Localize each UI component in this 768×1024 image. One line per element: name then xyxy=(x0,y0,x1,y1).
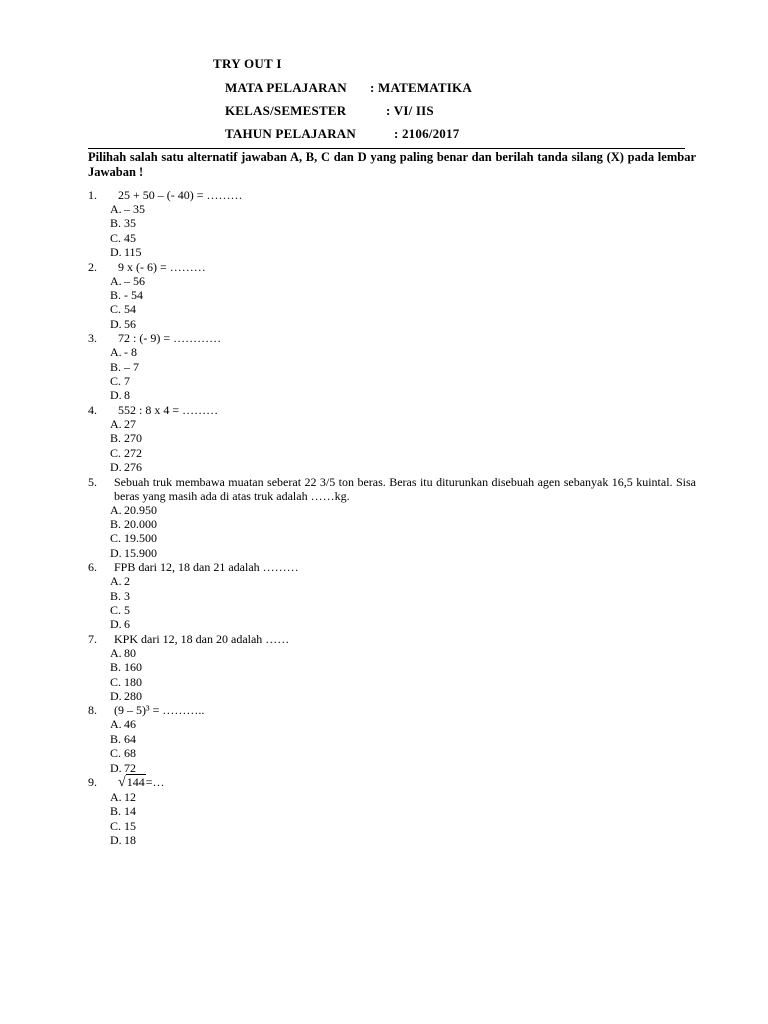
option-value: 56 xyxy=(124,316,136,331)
option-value: - 54 xyxy=(124,288,143,303)
answer-option xyxy=(88,819,696,833)
answer-option xyxy=(88,360,696,374)
answer-option xyxy=(88,431,696,445)
option-value: 45 xyxy=(124,230,136,245)
option-value: 5 xyxy=(124,602,130,617)
option-value: 270 xyxy=(124,431,142,446)
answer-option xyxy=(88,732,696,746)
answer-option xyxy=(88,460,696,474)
question-number: 5. xyxy=(88,474,97,489)
answer-option xyxy=(88,546,696,560)
option-value: 19.500 xyxy=(124,531,157,546)
option-value: - 8 xyxy=(124,345,137,360)
option-letter: B. xyxy=(110,731,122,746)
question-item xyxy=(88,331,696,403)
question-item xyxy=(88,403,696,475)
question-number: 2. xyxy=(88,259,97,274)
question-item xyxy=(88,188,696,260)
question-text: 9 x (- 6) = ……… xyxy=(118,259,206,274)
option-value: 18 xyxy=(124,833,136,848)
answer-option xyxy=(88,231,696,245)
question-text: 552 : 8 x 4 = ……… xyxy=(118,402,219,417)
option-letter: B. xyxy=(110,660,122,675)
option-letter: C. xyxy=(110,531,122,546)
option-value: 15.900 xyxy=(124,545,157,560)
option-letter: C. xyxy=(110,818,122,833)
option-value: 3 xyxy=(124,588,130,603)
option-letter: A. xyxy=(110,202,122,216)
header-label: KELAS/SEMESTER xyxy=(225,103,347,118)
answer-option xyxy=(88,503,696,517)
header-value: : 2106/2017 xyxy=(394,126,460,141)
answer-option xyxy=(88,216,696,230)
option-value: 2 xyxy=(124,574,130,589)
option-letter: D. xyxy=(110,460,122,475)
option-letter: A. xyxy=(110,717,122,732)
answer-option xyxy=(88,646,696,660)
option-value: 12 xyxy=(124,790,136,804)
answer-option xyxy=(88,245,696,259)
option-value: 280 xyxy=(124,688,142,703)
answer-option xyxy=(88,388,696,402)
answer-option xyxy=(88,660,696,674)
question-number: 1. xyxy=(88,188,97,202)
header-divider xyxy=(88,148,685,149)
option-value: 8 xyxy=(124,388,130,403)
question-tail: =… xyxy=(145,775,165,789)
answer-option xyxy=(88,417,696,431)
option-letter: C. xyxy=(110,302,122,317)
answer-option xyxy=(88,675,696,689)
answer-option xyxy=(88,717,696,731)
option-letter: C. xyxy=(110,674,122,689)
question-number: 8. xyxy=(88,703,97,718)
option-letter: D. xyxy=(110,245,122,260)
option-value: 15 xyxy=(124,818,136,833)
answer-option xyxy=(88,790,696,804)
answer-option xyxy=(88,202,696,216)
answer-option xyxy=(88,531,696,545)
answer-option xyxy=(88,317,696,331)
option-value: 14 xyxy=(124,804,136,819)
answer-option xyxy=(88,761,696,775)
option-letter: C. xyxy=(110,230,122,245)
option-value: – 56 xyxy=(124,273,145,288)
option-value: 64 xyxy=(124,731,136,746)
option-letter: C. xyxy=(110,746,122,761)
question-number: 3. xyxy=(88,331,97,346)
answer-option xyxy=(88,574,696,588)
instruction-text: Pilihah salah satu alternatif jawaban A, B, C dan D yang paling benar dan berilah tanda silang (X) pada lembar Jawaban ! xyxy=(88,150,696,179)
option-letter: D. xyxy=(110,760,122,775)
answer-option xyxy=(88,589,696,603)
option-letter: B. xyxy=(110,288,122,303)
option-letter: A. xyxy=(110,345,122,360)
option-letter: D. xyxy=(110,688,122,703)
answer-option xyxy=(88,746,696,760)
option-letter: B. xyxy=(110,359,122,374)
question-item xyxy=(88,703,696,775)
option-letter: D. xyxy=(110,316,122,331)
option-value: 46 xyxy=(124,717,136,732)
question-number: 7. xyxy=(88,631,97,646)
option-letter: A. xyxy=(110,502,122,517)
question-text: 72 : (- 9) = ………… xyxy=(118,331,222,346)
question-text: Sebuah truk membawa muatan seberat 22 3/5 ton beras. Beras itu diturunkan disebuah agen sebanyak 16,5 kuintal. Sisa beras yang masih ada di atas truk adalah ……kg. xyxy=(114,474,696,503)
option-value: 272 xyxy=(124,445,142,460)
option-value: 276 xyxy=(124,460,142,475)
option-letter: B. xyxy=(110,588,122,603)
question-item xyxy=(88,560,696,632)
question-text: KPK dari 12, 18 dan 20 adalah …… xyxy=(114,631,290,646)
option-letter: C. xyxy=(110,602,122,617)
option-value: 20.950 xyxy=(124,502,157,517)
header-value: : MATEMATIKA xyxy=(370,80,472,95)
answer-option xyxy=(88,804,696,818)
header-row-year xyxy=(225,126,460,142)
option-letter: A. xyxy=(110,790,122,804)
option-value: – 7 xyxy=(124,359,139,374)
answer-option xyxy=(88,833,696,847)
square-root-expression: √144 xyxy=(118,775,145,790)
question-number: 9. xyxy=(88,775,97,789)
header-label: TAHUN PELAJARAN xyxy=(225,126,356,141)
answer-option xyxy=(88,446,696,460)
question-list xyxy=(88,188,696,848)
question-text xyxy=(114,775,696,790)
option-value: 54 xyxy=(124,302,136,317)
option-letter: B. xyxy=(110,516,122,531)
header-row-subject xyxy=(225,80,472,96)
question-text: FPB dari 12, 18 dan 21 adalah ……… xyxy=(114,560,299,575)
option-value: 72 xyxy=(124,760,136,775)
option-value: 35 xyxy=(124,216,136,231)
answer-option xyxy=(88,345,696,359)
option-letter: B. xyxy=(110,216,122,231)
question-item xyxy=(88,475,696,561)
option-letter: B. xyxy=(110,431,122,446)
option-value: 115 xyxy=(124,245,142,260)
option-letter: D. xyxy=(110,545,122,560)
option-value: 180 xyxy=(124,674,142,689)
option-value: 6 xyxy=(124,617,130,632)
question-number: 4. xyxy=(88,402,97,417)
option-value: 68 xyxy=(124,746,136,761)
question-text: 25 + 50 – (- 40) = ……… xyxy=(118,188,243,202)
question-item xyxy=(88,775,696,848)
answer-option xyxy=(88,689,696,703)
header-row-class xyxy=(225,103,434,119)
answer-option xyxy=(88,374,696,388)
answer-option xyxy=(88,517,696,531)
radicand: 144 xyxy=(126,775,145,789)
option-letter: C. xyxy=(110,374,122,389)
option-letter: A. xyxy=(110,273,122,288)
option-letter: A. xyxy=(110,645,122,660)
option-letter: C. xyxy=(110,445,122,460)
option-letter: A. xyxy=(110,416,122,431)
answer-option xyxy=(88,603,696,617)
option-value: 160 xyxy=(124,660,142,675)
header-label: MATA PELAJARAN xyxy=(225,80,347,95)
question-item xyxy=(88,260,696,332)
answer-option xyxy=(88,617,696,631)
option-letter: A. xyxy=(110,574,122,589)
document-title: TRY OUT I xyxy=(213,56,282,71)
option-letter: D. xyxy=(110,833,122,848)
answer-option xyxy=(88,302,696,316)
question-text: (9 – 5)³ = ……….. xyxy=(114,703,205,718)
option-value: 80 xyxy=(124,645,136,660)
option-value: 7 xyxy=(124,374,130,389)
option-value: – 35 xyxy=(124,202,145,216)
question-number: 6. xyxy=(88,560,97,575)
question-item xyxy=(88,632,696,704)
option-value: 20.000 xyxy=(124,516,157,531)
option-letter: D. xyxy=(110,388,122,403)
option-value: 27 xyxy=(124,416,136,431)
answer-option xyxy=(88,288,696,302)
option-letter: D. xyxy=(110,617,122,632)
option-letter: B. xyxy=(110,804,122,819)
answer-option xyxy=(88,274,696,288)
header-value: : VI/ IIS xyxy=(386,103,434,118)
